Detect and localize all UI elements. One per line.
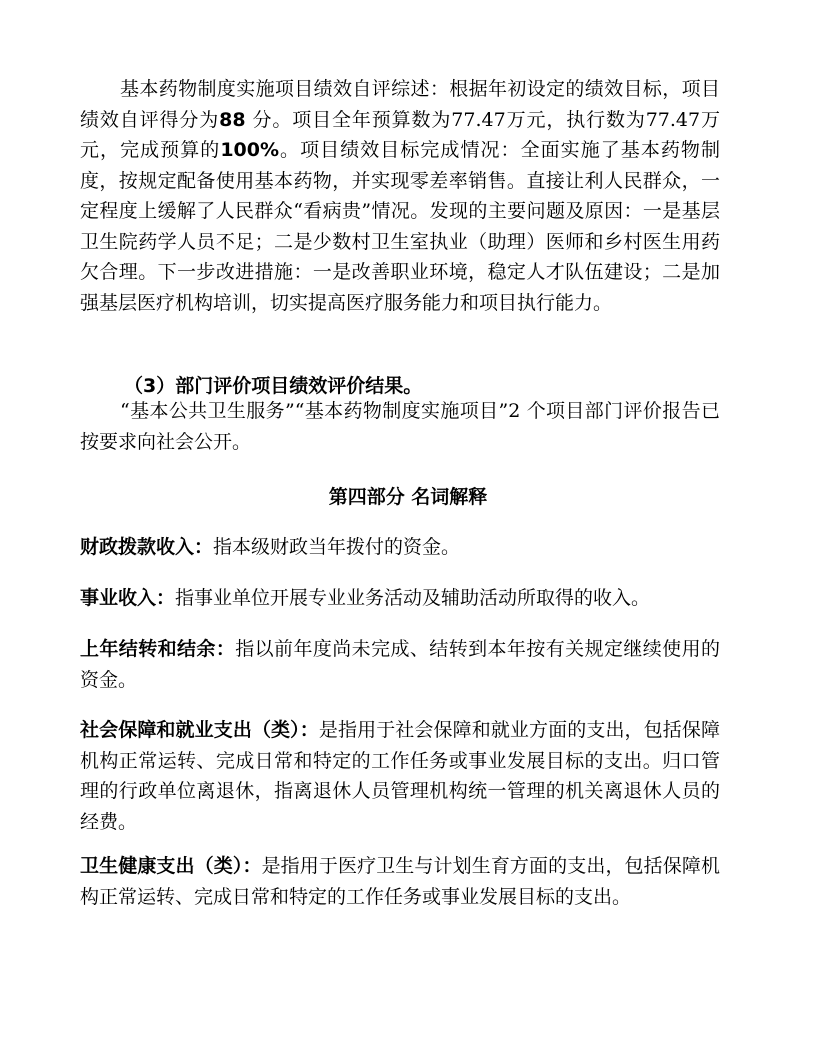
term-desc: 指事业单位开展专业业务活动及辅助活动所取得的收入。 — [175, 587, 651, 609]
term-label: 社会保障和就业支出（类）： — [80, 719, 319, 741]
term-label: 上年结转和结余： — [80, 638, 236, 660]
self-eval-score: 88 — [219, 108, 246, 131]
term-health-expenditure — [80, 851, 720, 912]
dept-eval-paragraph: “基本公共卫生服务”“基本药物制度实施项目”2 个项目部门评价报告已按要求向社会公开。 — [80, 400, 720, 453]
summary-text-2: 分。项目全年预算数为77.47万元，执行数为77.47万元，完成预算的 — [80, 108, 720, 161]
project-summary-paragraph — [80, 74, 720, 318]
summary-text-1: 基本药物制度实施项目绩效自评综述：根据年初设定的绩效目标，项目绩效自评得分为 — [80, 78, 720, 131]
term-desc: 指以前年度尚未完成、结转到本年按有关规定继续使用的资金。 — [80, 638, 720, 691]
summary-text-3: 。项目绩效目标完成情况：全面实施了基本药物制度，按规定配备使用基本药物，并实现零差率销售。直接让利人民群众，一定程度上缓解了人民群众“看病贵”情况。发现的主要问题及原因：一是基层卫生院药学人员不足；二是少数村卫生室执业（助理）医师和乡村医生用药欠合理。下一步改进措施：一是改善职业环境，稳定人才队伍建设；二是加强基层医疗机构培训，切实提高医疗服务能力和项目执行能力。 — [80, 139, 720, 314]
budget-completion-percent: 100% — [220, 139, 280, 161]
term-label: 财政拨款收入： — [80, 536, 214, 558]
term-label: 事业收入： — [80, 587, 176, 609]
term-fiscal-appropriation — [80, 532, 720, 563]
term-desc: 是指用于社会保障和就业方面的支出，包括保障机构正常运转、完成日常和特定的工作任务或事业发展目标的支出。归口管理的行政单位离退休，指离退休人员管理机构统一管理的机关离退休人员的经费。 — [80, 719, 720, 833]
term-desc: 是指用于医疗卫生与计划生育方面的支出，包括保障机构正常运转、完成日常和特定的工作任务或事业发展目标的支出。 — [80, 855, 720, 908]
term-social-security-expenditure — [80, 715, 720, 837]
term-carryover-balance — [80, 634, 720, 695]
part4-title: 第四部分 名词解释 — [328, 486, 488, 508]
term-desc: 指本级财政当年拨付的资金。 — [213, 536, 461, 558]
term-business-income — [80, 583, 720, 614]
dept-eval-heading: （3）部门评价项目绩效评价结果。 — [124, 375, 423, 397]
term-label: 卫生健康支出（类）： — [80, 855, 262, 877]
